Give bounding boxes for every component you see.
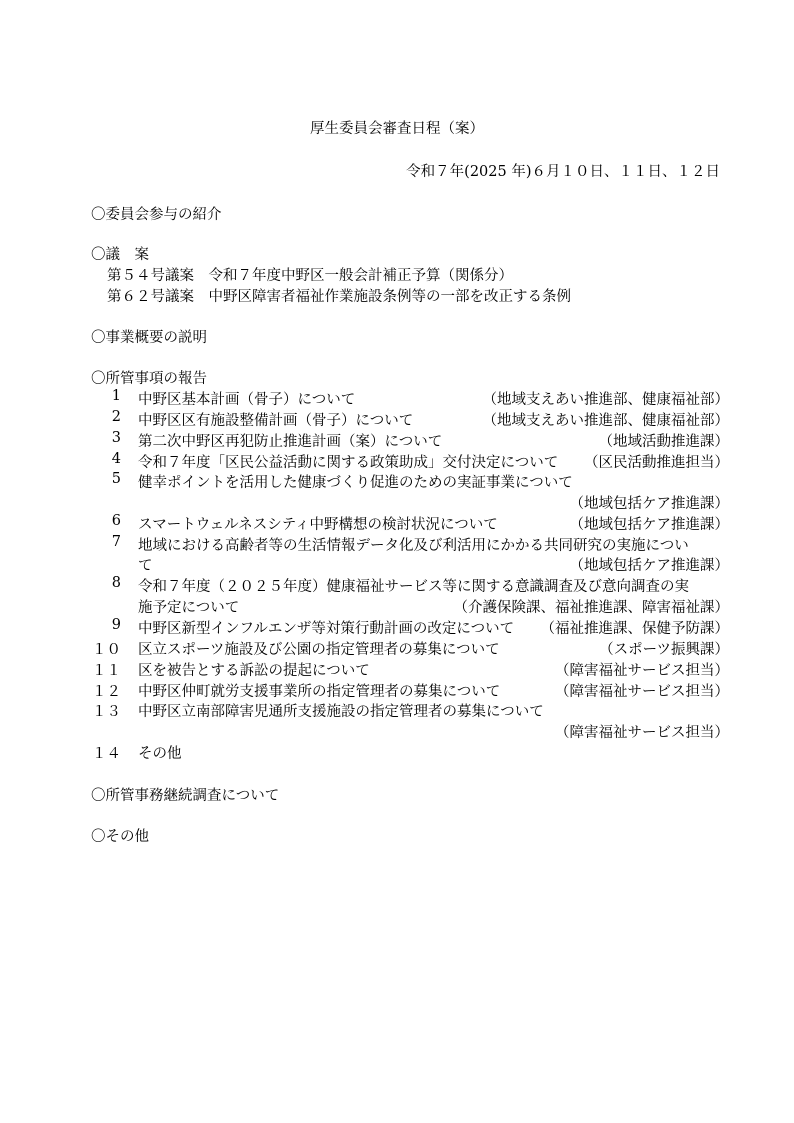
report-department: （障害福祉サービス担当） bbox=[555, 684, 729, 700]
report-item bbox=[91, 659, 729, 680]
report-department: （地域包括ケア推進課） bbox=[569, 517, 729, 533]
report-title-continued: て bbox=[138, 558, 153, 574]
report-title: 中野区立南部障害児通所支援施設の指定管理者の募集について bbox=[138, 704, 544, 720]
report-title: スマートウェルネスシティ中野構想の検討状況について bbox=[138, 517, 498, 533]
section-other: 〇その他 bbox=[91, 829, 149, 845]
report-title: 中野区区有施設整備計画（骨子）について bbox=[138, 413, 414, 429]
report-number: 2 bbox=[111, 409, 121, 425]
report-title: 健幸ポイントを活用した健康づくり促進のための実証事業について bbox=[138, 475, 573, 491]
session-date: 令和７年(2025 年)６月１０日、１１日、１２日 bbox=[406, 164, 720, 180]
report-item bbox=[91, 471, 729, 492]
report-number: 8 bbox=[111, 575, 121, 591]
report-item bbox=[91, 575, 729, 596]
report-item bbox=[91, 451, 729, 472]
report-item bbox=[91, 430, 729, 451]
section-intro: 〇委員会参与の紹介 bbox=[91, 207, 222, 223]
report-department: （地域支えあい推進部、健康福祉部） bbox=[482, 413, 729, 429]
report-department: （福祉推進課、保健予防課） bbox=[540, 621, 729, 637]
report-item bbox=[91, 513, 729, 534]
report-number: 4 bbox=[111, 451, 121, 467]
report-department: （地域包括ケア推進課） bbox=[569, 558, 729, 574]
report-item bbox=[91, 534, 729, 555]
report-number: 6 bbox=[111, 513, 121, 529]
report-item bbox=[91, 617, 729, 638]
report-item bbox=[91, 680, 729, 701]
report-title: 区立スポーツ施設及び公園の指定管理者の募集について bbox=[138, 642, 500, 658]
report-title: 令和７年度（２０２５年度）健康福祉サービス等に関する意識調査及び意向調査の実 bbox=[138, 579, 689, 595]
report-item bbox=[91, 742, 729, 763]
bill-item: 第６２号議案 中野区障害者福祉作業施設条例等の一部を改正する条例 bbox=[107, 289, 571, 305]
bill-item: 第５４号議案 令和７年度中野区一般会計補正予算（関係分） bbox=[107, 268, 513, 284]
report-number: １２ bbox=[92, 684, 121, 700]
report-department: （区民活動推進担当） bbox=[584, 455, 729, 471]
report-title: 第二次中野区再犯防止推進計画（案）について bbox=[138, 434, 443, 450]
report-department: （地域活動推進課） bbox=[598, 434, 729, 450]
report-item bbox=[91, 409, 729, 430]
report-title: 地域における高齢者等の生活情報データ化及び利活用にかかる共同研究の実施につい bbox=[138, 538, 689, 554]
report-number: 1 bbox=[111, 388, 121, 404]
report-title-continued: 施予定について bbox=[138, 600, 240, 616]
report-title: 中野区基本計画（骨子）について bbox=[138, 392, 356, 408]
report-number: 7 bbox=[111, 534, 121, 550]
report-title: 中野区新型インフルエンザ等対策行動計画の改定について bbox=[138, 621, 515, 637]
report-number: １０ bbox=[92, 642, 121, 658]
report-item bbox=[91, 700, 729, 721]
report-item bbox=[91, 638, 729, 659]
report-number: １４ bbox=[92, 746, 121, 762]
report-title: その他 bbox=[138, 746, 182, 762]
report-title: 区を被告とする訴訟の提起について bbox=[138, 663, 370, 679]
report-number: １３ bbox=[92, 704, 121, 720]
report-department: （地域支えあい推進部、健康福祉部） bbox=[482, 392, 729, 408]
report-title: 令和７年度「区民公益活動に関する政策助成」交付決定について bbox=[138, 455, 559, 471]
report-number: 9 bbox=[111, 617, 121, 633]
report-item-continuation bbox=[91, 721, 729, 742]
report-number: 5 bbox=[111, 471, 121, 487]
report-number: １１ bbox=[92, 663, 121, 679]
report-department: （地域包括ケア推進課） bbox=[569, 496, 729, 512]
report-department: （障害福祉サービス担当） bbox=[555, 725, 729, 741]
section-overview: 〇事業概要の説明 bbox=[91, 330, 207, 346]
report-item-continuation bbox=[91, 492, 729, 513]
report-number: 3 bbox=[111, 430, 121, 446]
report-title: 中野区仲町就労支援事業所の指定管理者の募集について bbox=[138, 684, 501, 700]
report-department: （障害福祉サービス担当） bbox=[555, 663, 729, 679]
section-continuation: 〇所管事務継続調査について bbox=[91, 788, 280, 804]
report-item-continuation bbox=[91, 596, 729, 617]
report-department: （スポーツ振興課） bbox=[599, 642, 729, 658]
report-department: （介護保険課、福祉推進課、障害福祉課） bbox=[453, 600, 729, 616]
section-reports: 〇所管事項の報告 bbox=[91, 371, 207, 387]
document-title: 厚生委員会審査日程（案） bbox=[310, 121, 484, 137]
report-item-continuation bbox=[91, 554, 729, 575]
report-item bbox=[91, 388, 729, 409]
section-bills: 〇議 案 bbox=[91, 247, 149, 263]
